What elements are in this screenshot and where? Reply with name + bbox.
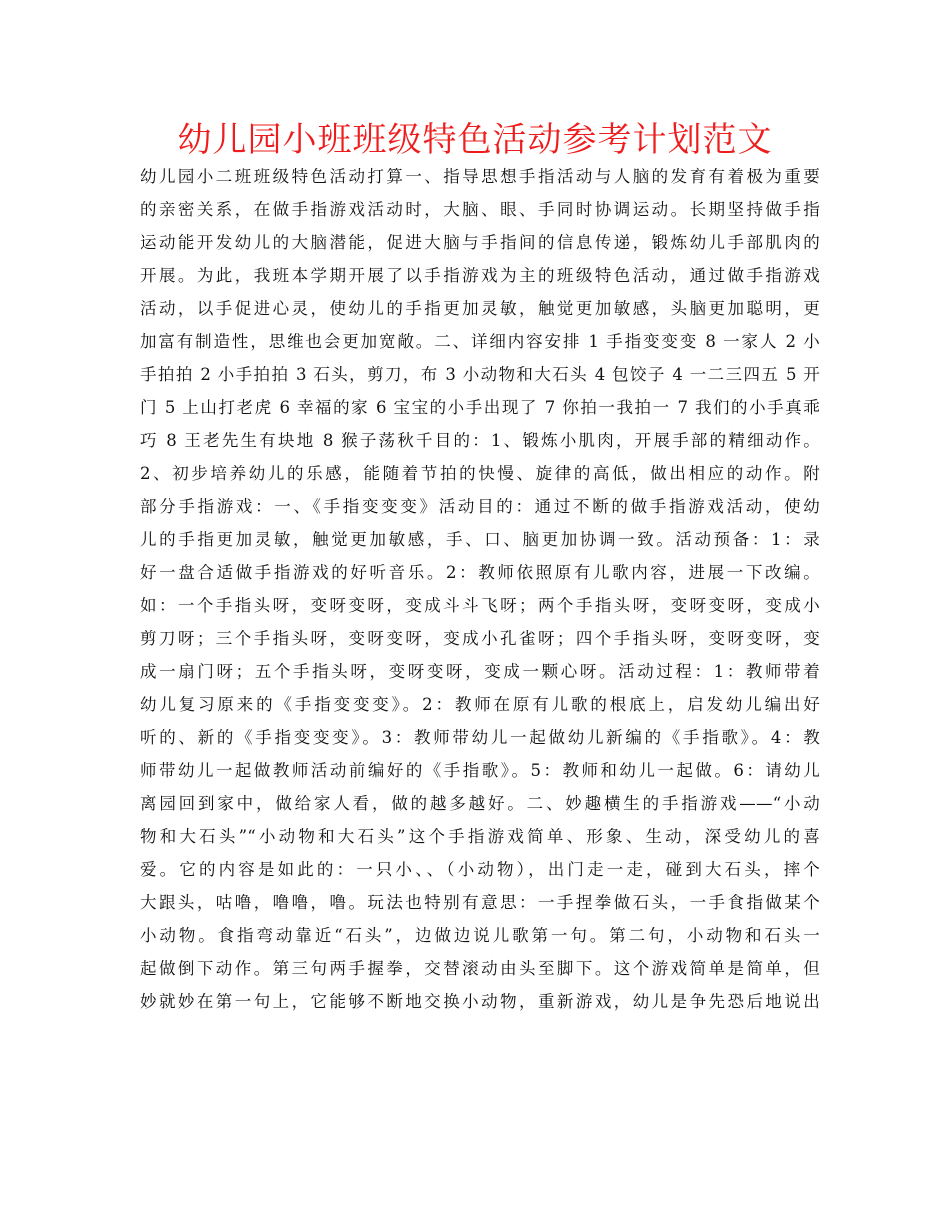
body-line: 小动物。食指弯动靠近“石头”，边做边说儿歌第一句。第二句，小动物和石头一 [140, 926, 820, 945]
body-line: 儿的手指更加灵敏，触觉更加敏感，手、口、脑更加协调一致。活动预备：1：录 [140, 530, 820, 549]
body-line: 起做倒下动作。第三句两手握拳，交替滚动由头至脚下。这个游戏简单是简单，但 [140, 959, 820, 978]
body-line: 门 5 上山打老虎 6 幸福的家 6 宝宝的小手出现了 7 你拍一我拍一 7 我们的小手真乖 [140, 398, 820, 417]
body-line: 离园回到家中，做给家人看，做的越多越好。二、妙趣横生的手指游戏——“小动 [140, 794, 820, 813]
body-line: 开展。为此，我班本学期开展了以手指游戏为主的班级特色活动，通过做手指游戏 [140, 266, 820, 285]
body-line: 幼儿复习原来的《手指变变变》。2：教师在原有儿歌的根底上，启发幼儿编出好 [140, 695, 820, 714]
body-line: 加富有制造性，思维也会更加宽敞。二、详细内容安排 1 手指变变变 8 一家人 2 小 [140, 332, 820, 351]
document-title: 幼儿园小班班级特色活动参考计划范文 [177, 120, 773, 160]
body-line: 大跟头，咕噜，噜噜，噜。玩法也特别有意思：一手捏拳做石头，一手食指做某个 [140, 893, 820, 912]
body-line: 妙就妙在第一句上，它能够不断地交换小动物，重新游戏，幼儿是争先恐后地说出 [140, 992, 820, 1011]
document-body [140, 160, 820, 1018]
body-line: 成一扇门呀；五个手指头呀，变呀变呀，变成一颗心呀。活动过程：1：教师带着 [140, 662, 820, 681]
body-line: 的亲密关系，在做手指游戏活动时，大脑、眼、手同时协调运动。长期坚持做手指 [140, 200, 820, 219]
body-line: 物和大石头”“小动物和大石头”这个手指游戏简单、形象、生动，深受幼儿的喜 [140, 827, 820, 846]
body-line: 爱。它的内容是如此的：一只小、、（小动物），出门走一走，碰到大石头，摔个 [140, 860, 820, 879]
body-line: 好一盘合适做手指游戏的好听音乐。2：教师依照原有儿歌内容，进展一下改编。 [140, 563, 820, 582]
body-line: 如：一个手指头呀，变呀变呀，变成斗斗飞呀；两个手指头呀，变呀变呀，变成小 [140, 596, 820, 615]
body-line: 剪刀呀；三个手指头呀，变呀变呀，变成小孔雀呀；四个手指头呀，变呀变呀，变 [140, 629, 820, 648]
body-line: 2、初步培养幼儿的乐感，能随着节拍的快慢、旋律的高低，做出相应的动作。附 [140, 464, 820, 483]
body-line: 运动能开发幼儿的大脑潜能，促进大脑与手指间的信息传递，锻炼幼儿手部肌肉的 [140, 233, 820, 252]
body-line: 活动，以手促进心灵，使幼儿的手指更加灵敏，触觉更加敏感，头脑更加聪明，更 [140, 299, 820, 318]
body-line: 部分手指游戏：一、《手指变变变》活动目的：通过不断的做手指游戏活动，使幼 [140, 497, 820, 516]
body-line: 巧 8 王老先生有块地 8 猴子荡秋千目的：1、锻炼小肌肉，开展手部的精细动作。 [140, 431, 820, 450]
body-line: 师带幼儿一起做教师活动前编好的《手指歌》。5：教师和幼儿一起做。6：请幼儿 [140, 761, 820, 780]
body-line: 手拍拍 2 小手拍拍 3 石头，剪刀，布 3 小动物和大石头 4 包饺子 4 一二三四五 5 开 [140, 365, 820, 384]
body-line: 听的、新的《手指变变变》。3：教师带幼儿一起做幼儿新编的《手指歌》。4：教 [140, 728, 820, 747]
body-line: 幼儿园小二班班级特色活动打算一、指导思想手指活动与人脑的发育有着极为重要 [140, 167, 820, 186]
